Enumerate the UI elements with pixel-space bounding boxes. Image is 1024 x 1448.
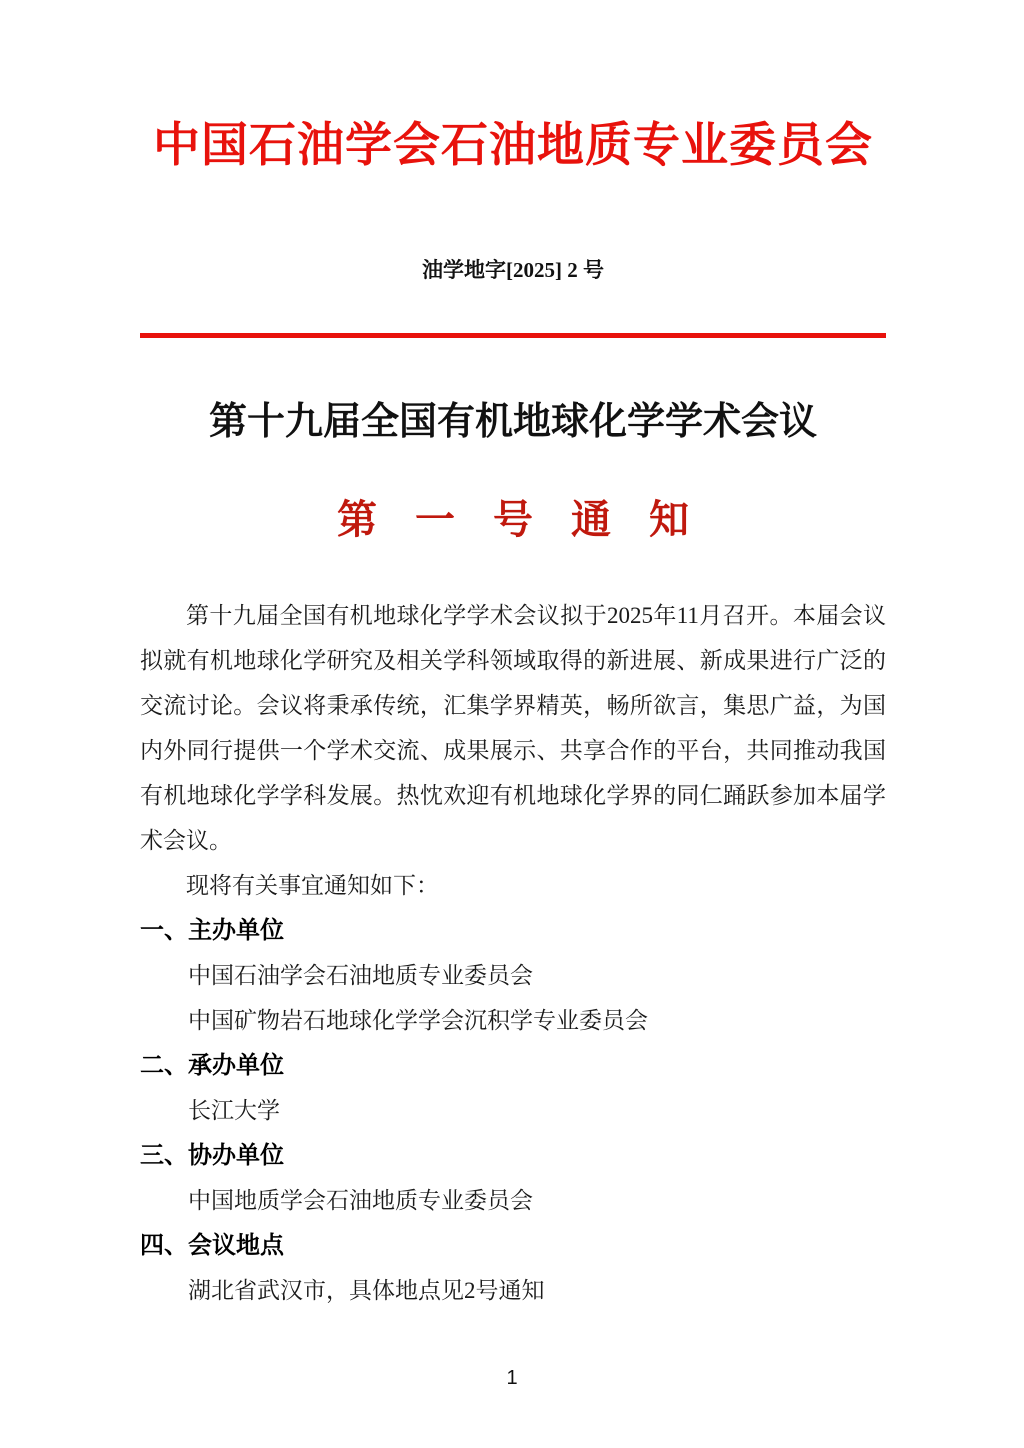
letterhead-org-title: 中国石油学会石油地质专业委员会	[153, 120, 873, 172]
section-venue	[140, 1223, 886, 1313]
section-heading-venue: 四、会议地点	[140, 1232, 284, 1259]
lead-in-line: 现将有关事宜通知如下：	[186, 873, 439, 898]
section-organizer-unit	[140, 1043, 886, 1133]
section-heading-co-organizer-unit: 三、协办单位	[140, 1142, 284, 1169]
section-co-organizer-unit	[140, 1133, 886, 1223]
conference-title: 第十九届全国有机地球化学学术会议	[208, 401, 817, 443]
host-unit-item: 中国矿物岩石地球化学学会沉积学专业委员会	[188, 1008, 648, 1033]
host-unit-item: 中国石油学会石油地质专业委员会	[188, 963, 533, 988]
organizer-unit-item: 长江大学	[188, 1098, 280, 1123]
section-host-units	[140, 908, 886, 1043]
section-heading-organizer-unit: 二、承办单位	[140, 1052, 284, 1079]
notice-body	[140, 593, 886, 1313]
letterhead-red-rule	[140, 333, 886, 338]
page-number: 1	[506, 1367, 518, 1389]
co-organizer-unit-item: 中国地质学会石油地质专业委员会	[188, 1188, 533, 1213]
document-number: 油学地字[2025] 2 号	[422, 258, 604, 282]
intro-paragraph: 第十九届全国有机地球化学学术会议拟于2025年11月召开。本届会议拟就有机地球化学研究及相关学科领域取得的新进展、新成果进行广泛的交流讨论。会议将秉承传统，汇集学界精英，畅所欲言，集思广益，为国内外同行提供一个学术交流、成果展示、共享合作的平台，共同推动我国有机地球化学学科发展。热忱欢迎有机地球化学界的同仁踊跃参加本届学术会议。	[140, 603, 886, 853]
notice-number-title: 第 一 号 通 知	[337, 497, 703, 542]
venue-item: 湖北省武汉市，具体地点见2号通知	[188, 1278, 545, 1303]
section-heading-host-units: 一、主办单位	[140, 917, 284, 944]
